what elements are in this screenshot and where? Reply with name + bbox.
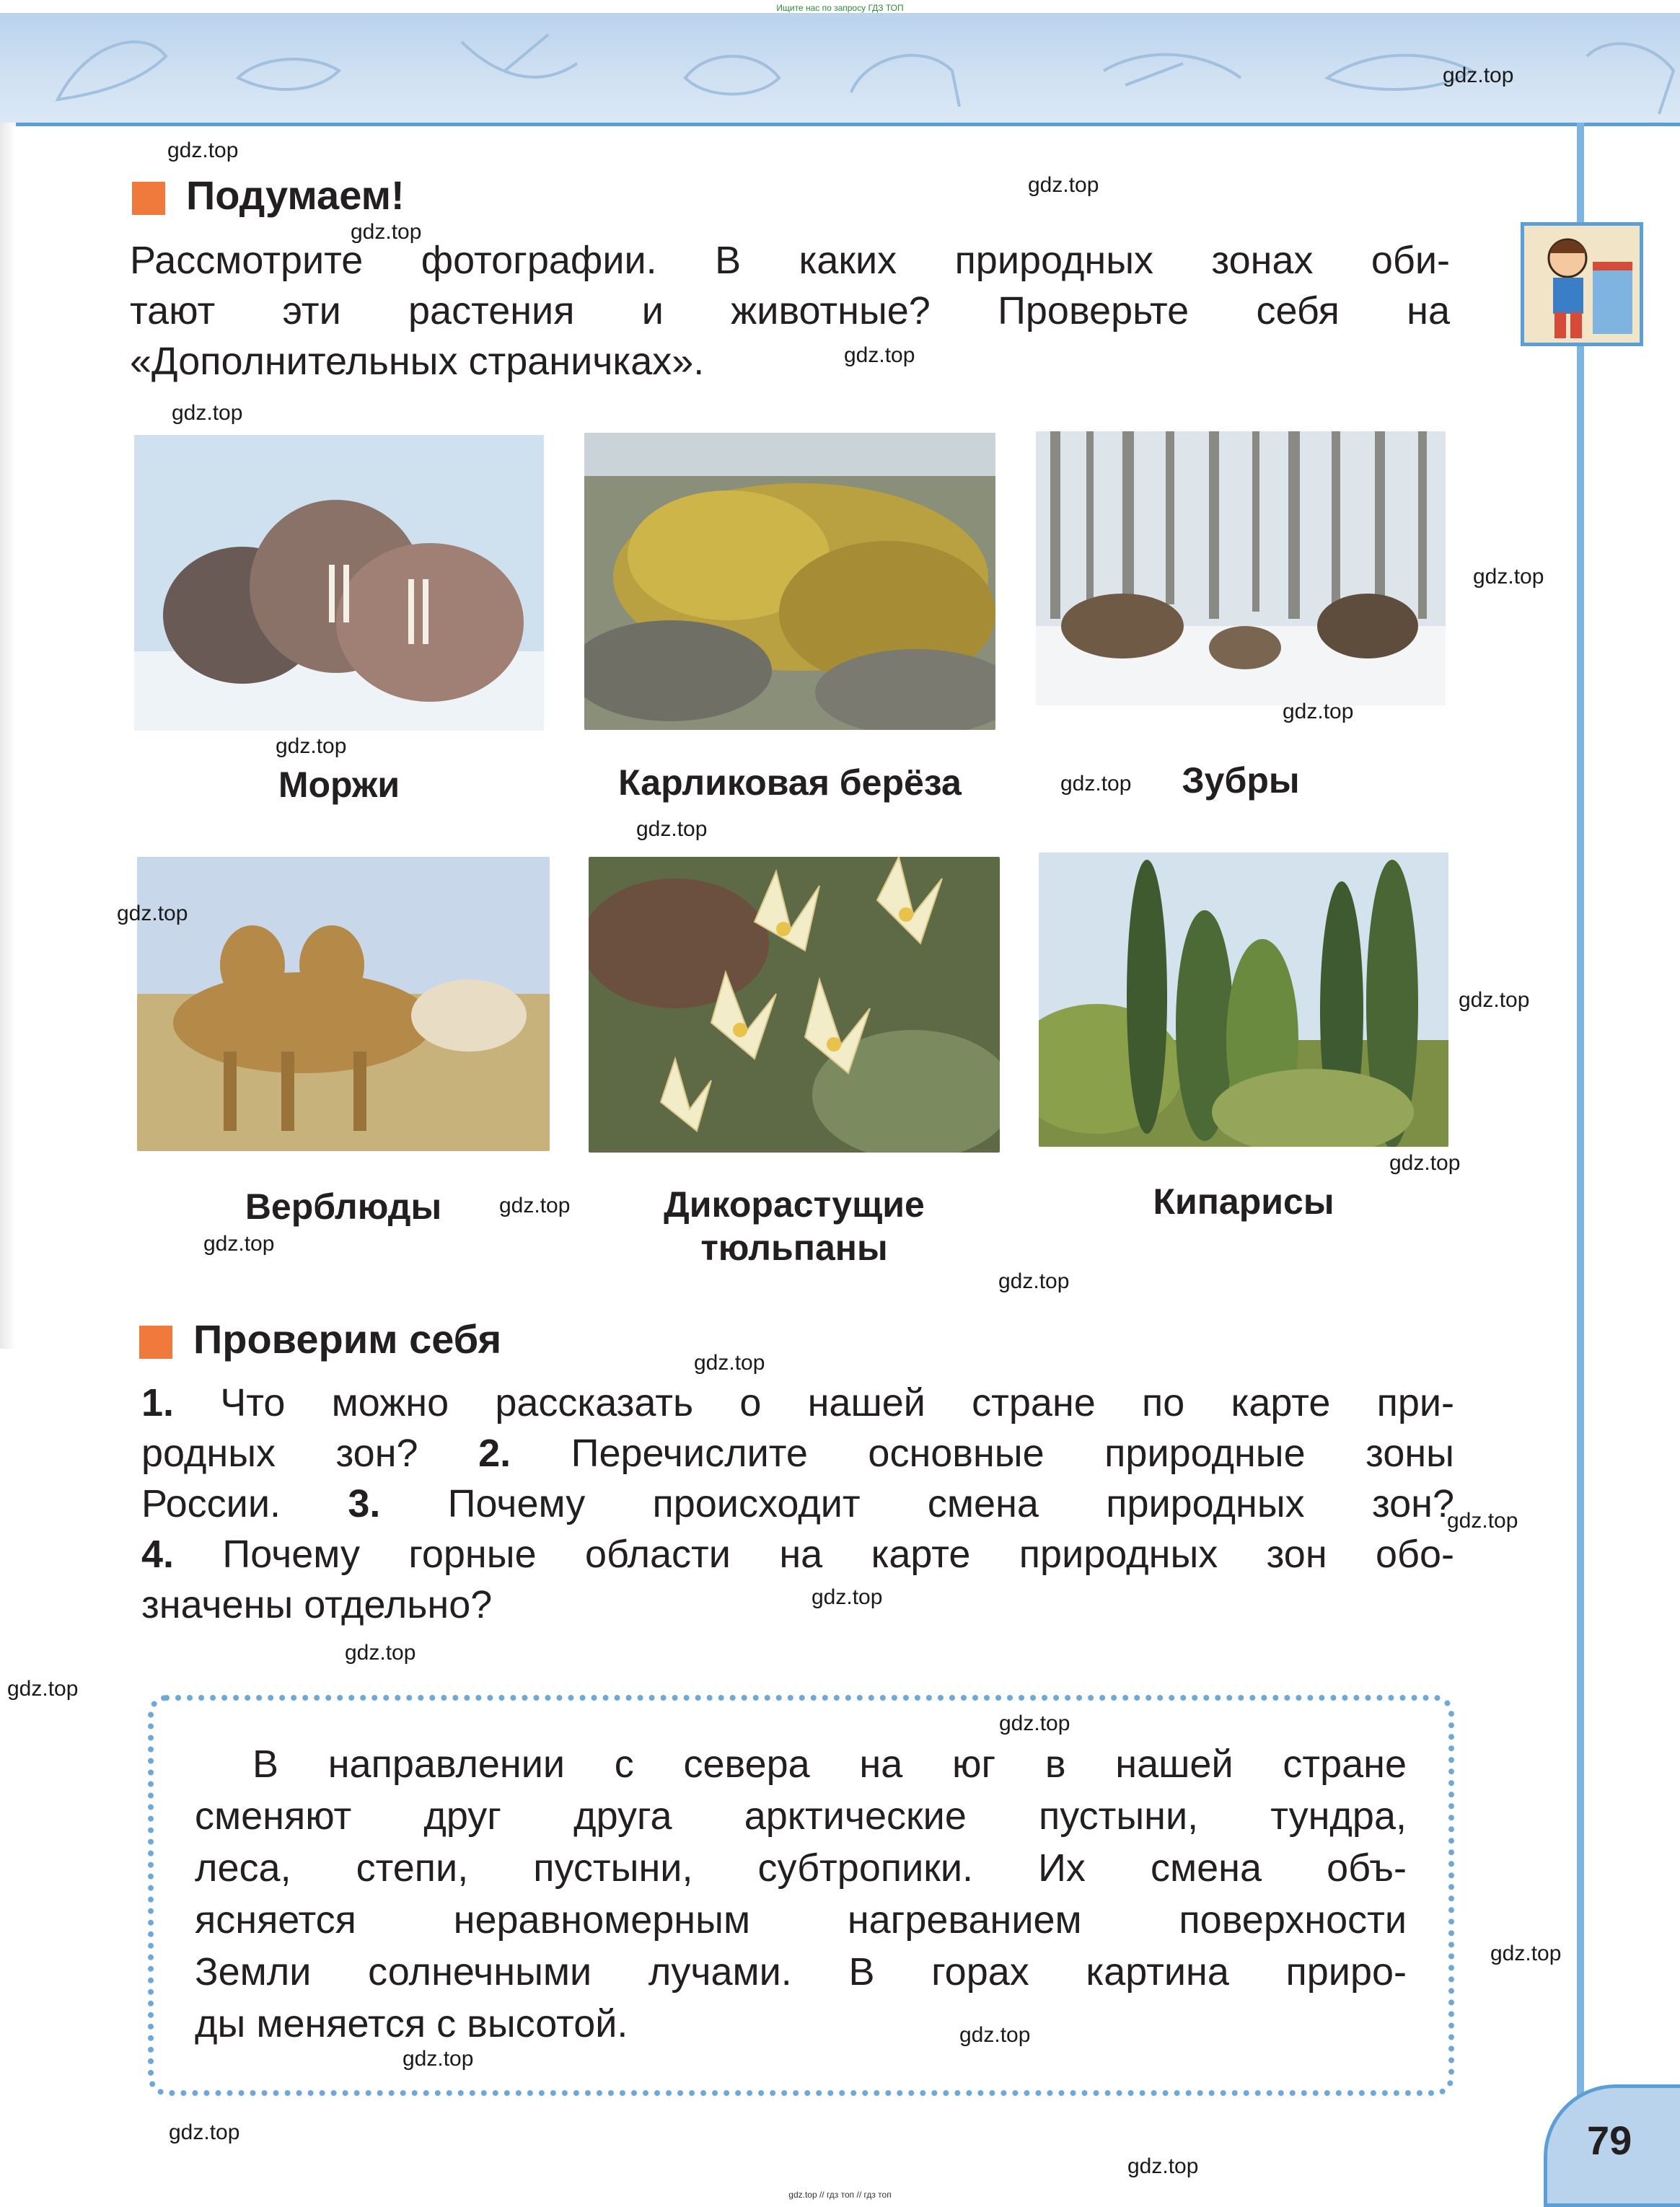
tulip-photo bbox=[589, 857, 1000, 1153]
page-number: 79 bbox=[1587, 2118, 1632, 2163]
dwarf-birch-photo bbox=[584, 433, 995, 730]
boy-with-books-icon bbox=[1521, 222, 1643, 346]
header-note: Ищите нас по запросу ГДЗ ТОП bbox=[776, 3, 904, 13]
watermark: gdz.top bbox=[694, 1351, 765, 1375]
summary-line: ды меняется с высотой. bbox=[195, 2002, 628, 2045]
task-line: тают эти растения и животные? Проверьте себя на bbox=[130, 289, 1450, 332]
section-heading-think: Подумаем! bbox=[186, 172, 405, 218]
task-paragraph bbox=[130, 235, 1450, 387]
section-marker bbox=[132, 182, 165, 215]
cypress-photo bbox=[1039, 853, 1448, 1147]
task-line: Рассмотрите фотографии. В каких природных зонах оби- bbox=[130, 239, 1450, 282]
watermark: gdz.top bbox=[1459, 988, 1530, 1012]
watermark: gdz.top bbox=[1127, 2154, 1199, 2178]
watermark: gdz.top bbox=[998, 1269, 1070, 1293]
watermark: gdz.top bbox=[1028, 173, 1099, 197]
watermark: gdz.top bbox=[351, 220, 422, 244]
decorative-banner bbox=[0, 13, 1680, 126]
question-line: 1. Что можно рассказать о нашей стране по карте при- bbox=[141, 1381, 1454, 1424]
watermark: gdz.top bbox=[203, 1232, 275, 1256]
watermark: gdz.top bbox=[844, 343, 915, 367]
camel-photo bbox=[137, 857, 550, 1151]
section-heading-check: Проверим себя bbox=[193, 1316, 502, 1362]
photo-caption: Дикорастущие тюльпаны bbox=[664, 1184, 925, 1268]
page-gutter bbox=[0, 123, 16, 1349]
photo-caption: Зубры bbox=[1182, 760, 1300, 801]
photo-caption: Верблюды bbox=[245, 1186, 442, 1227]
bison-photo bbox=[1036, 431, 1446, 705]
footer-note: gdz.top // гдз топ // гдз топ bbox=[788, 2190, 892, 2200]
question-line: России. 3. Почему происходит смена природных зон? bbox=[141, 1482, 1454, 1525]
watermark: gdz.top bbox=[1389, 1151, 1461, 1175]
watermark: gdz.top bbox=[169, 2120, 240, 2144]
question-line: значены отдельно? bbox=[141, 1583, 493, 1626]
summary-line: леса, степи, пустыни, субтропики. Их смена объ- bbox=[195, 1846, 1407, 1890]
watermark: gdz.top bbox=[117, 902, 188, 925]
watermark: gdz.top bbox=[636, 817, 708, 841]
watermark: gdz.top bbox=[1473, 565, 1544, 589]
watermark: gdz.top bbox=[1283, 700, 1354, 723]
task-line: «Дополнительных страничках». bbox=[130, 340, 705, 383]
photo-caption: Моржи bbox=[278, 765, 400, 805]
watermark: gdz.top bbox=[812, 1585, 883, 1609]
watermark: gdz.top bbox=[345, 1641, 416, 1665]
summary-line: сменяют друг друга арктические пустыни, тундра, bbox=[195, 1794, 1407, 1838]
photo-caption: Карликовая берёза bbox=[618, 762, 962, 803]
watermark: gdz.top bbox=[499, 1194, 571, 1217]
watermark: gdz.top bbox=[1490, 1942, 1562, 1965]
watermark: gdz.top bbox=[7, 1677, 79, 1701]
summary-line: В направлении с севера на юг в нашей стране bbox=[252, 1743, 1407, 1786]
watermark: gdz.top bbox=[1443, 63, 1514, 87]
summary-paragraph bbox=[195, 1738, 1407, 2050]
photo-caption: Кипарисы bbox=[1153, 1181, 1334, 1222]
animal-silhouettes-icon bbox=[0, 13, 1680, 123]
watermark: gdz.top bbox=[1447, 1509, 1518, 1533]
question-line: родных зон? 2. Перечислите основные природные зоны bbox=[141, 1432, 1454, 1475]
walrus-photo bbox=[134, 435, 544, 731]
section-marker bbox=[139, 1326, 172, 1359]
watermark: gdz.top bbox=[403, 2047, 474, 2071]
watermark: gdz.top bbox=[959, 2023, 1031, 2047]
watermark: gdz.top bbox=[172, 401, 243, 425]
question-line: 4. Почему горные области на карте природных зон обо- bbox=[141, 1533, 1454, 1576]
summary-line: ясняется неравномерным нагреванием поверхности bbox=[195, 1898, 1407, 1942]
questions-paragraph bbox=[141, 1378, 1454, 1630]
summary-line: Земли солнечными лучами. В горах картина приро- bbox=[195, 1950, 1407, 1994]
watermark: gdz.top bbox=[999, 1712, 1070, 1735]
page-edge-bar bbox=[1577, 123, 1584, 2178]
watermark: gdz.top bbox=[276, 734, 347, 758]
watermark: gdz.top bbox=[167, 138, 239, 162]
watermark: gdz.top bbox=[1060, 772, 1132, 796]
